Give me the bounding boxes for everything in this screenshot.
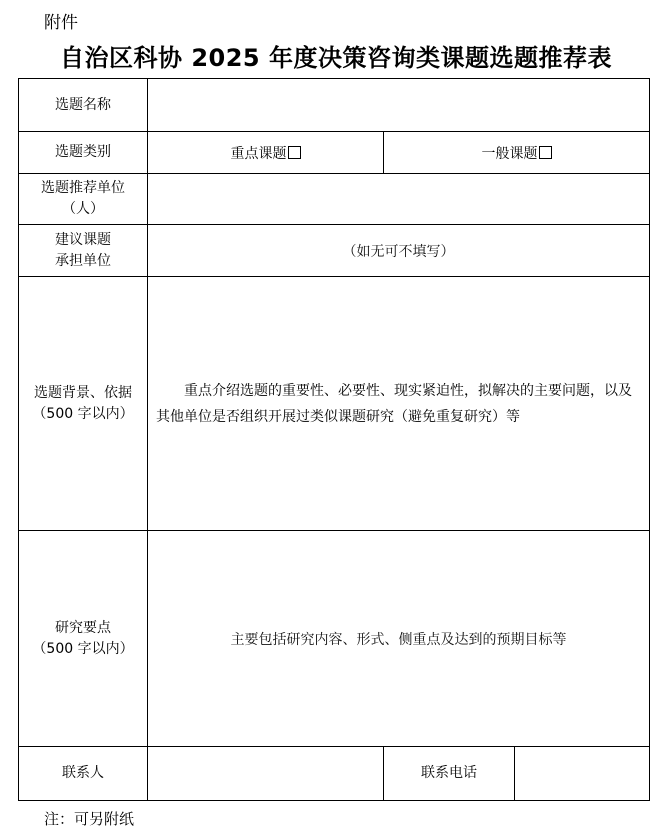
background-label-line1: 选题背景、依据 [34,384,132,401]
research-hint: 主要包括研究内容、形式、侧重点及达到的预期目标等 [230,631,567,648]
phone-field[interactable] [515,747,650,801]
page-title: 自治区科协 2025 年度决策咨询类课题选题推荐表 [59,44,612,72]
row-topic-type [19,132,650,174]
contact-label: 联系人 [19,747,148,801]
footer-note: 注：可另附纸 [44,810,135,828]
undertaker-hint: （如无可不填写） [342,243,455,260]
row-research [19,531,650,747]
undertaker-label [19,225,148,277]
research-label [19,531,148,747]
background-label-line2: （500 字以内） [32,405,134,422]
background-label [19,277,148,531]
phone-label: 联系电话 [384,747,515,801]
topic-name-label: 选题名称 [19,79,148,132]
row-undertaker [19,225,650,277]
row-contact [19,747,650,801]
recommender-label-line1: 选题推荐单位 [41,180,125,196]
row-topic-name [19,79,650,132]
background-field[interactable] [148,277,650,531]
undertaker-label-line2: 承担单位 [55,252,111,269]
row-recommender [19,174,650,225]
research-field[interactable] [148,531,650,747]
topic-name-field[interactable] [148,79,650,132]
type-key-option[interactable] [148,132,384,174]
research-label-line2: （500 字以内） [32,640,134,657]
attachment-label: 附件 [44,13,78,33]
row-background [19,277,650,531]
type-key-label: 重点课题 [230,145,287,162]
type-general-label: 一般课题 [481,145,538,162]
contact-field[interactable] [148,747,384,801]
background-hint: 重点介绍选题的重要性、必要性、现实紧迫性，拟解决的主要问题，以及其他单位是否组织开展过类似课题研究（避免重复研究）等 [156,382,632,425]
recommender-field[interactable] [148,174,650,225]
topic-type-label: 选题类别 [19,132,148,174]
type-key-checkbox[interactable] [288,146,301,159]
undertaker-label-line1: 建议课题 [55,231,111,248]
type-general-checkbox[interactable] [539,146,552,159]
recommender-label [19,174,148,225]
recommender-label-line2: （人） [62,201,104,217]
type-general-option[interactable] [384,132,650,174]
research-label-line1: 研究要点 [55,619,111,636]
undertaker-field[interactable] [148,225,650,277]
recommendation-form-table [18,78,650,801]
